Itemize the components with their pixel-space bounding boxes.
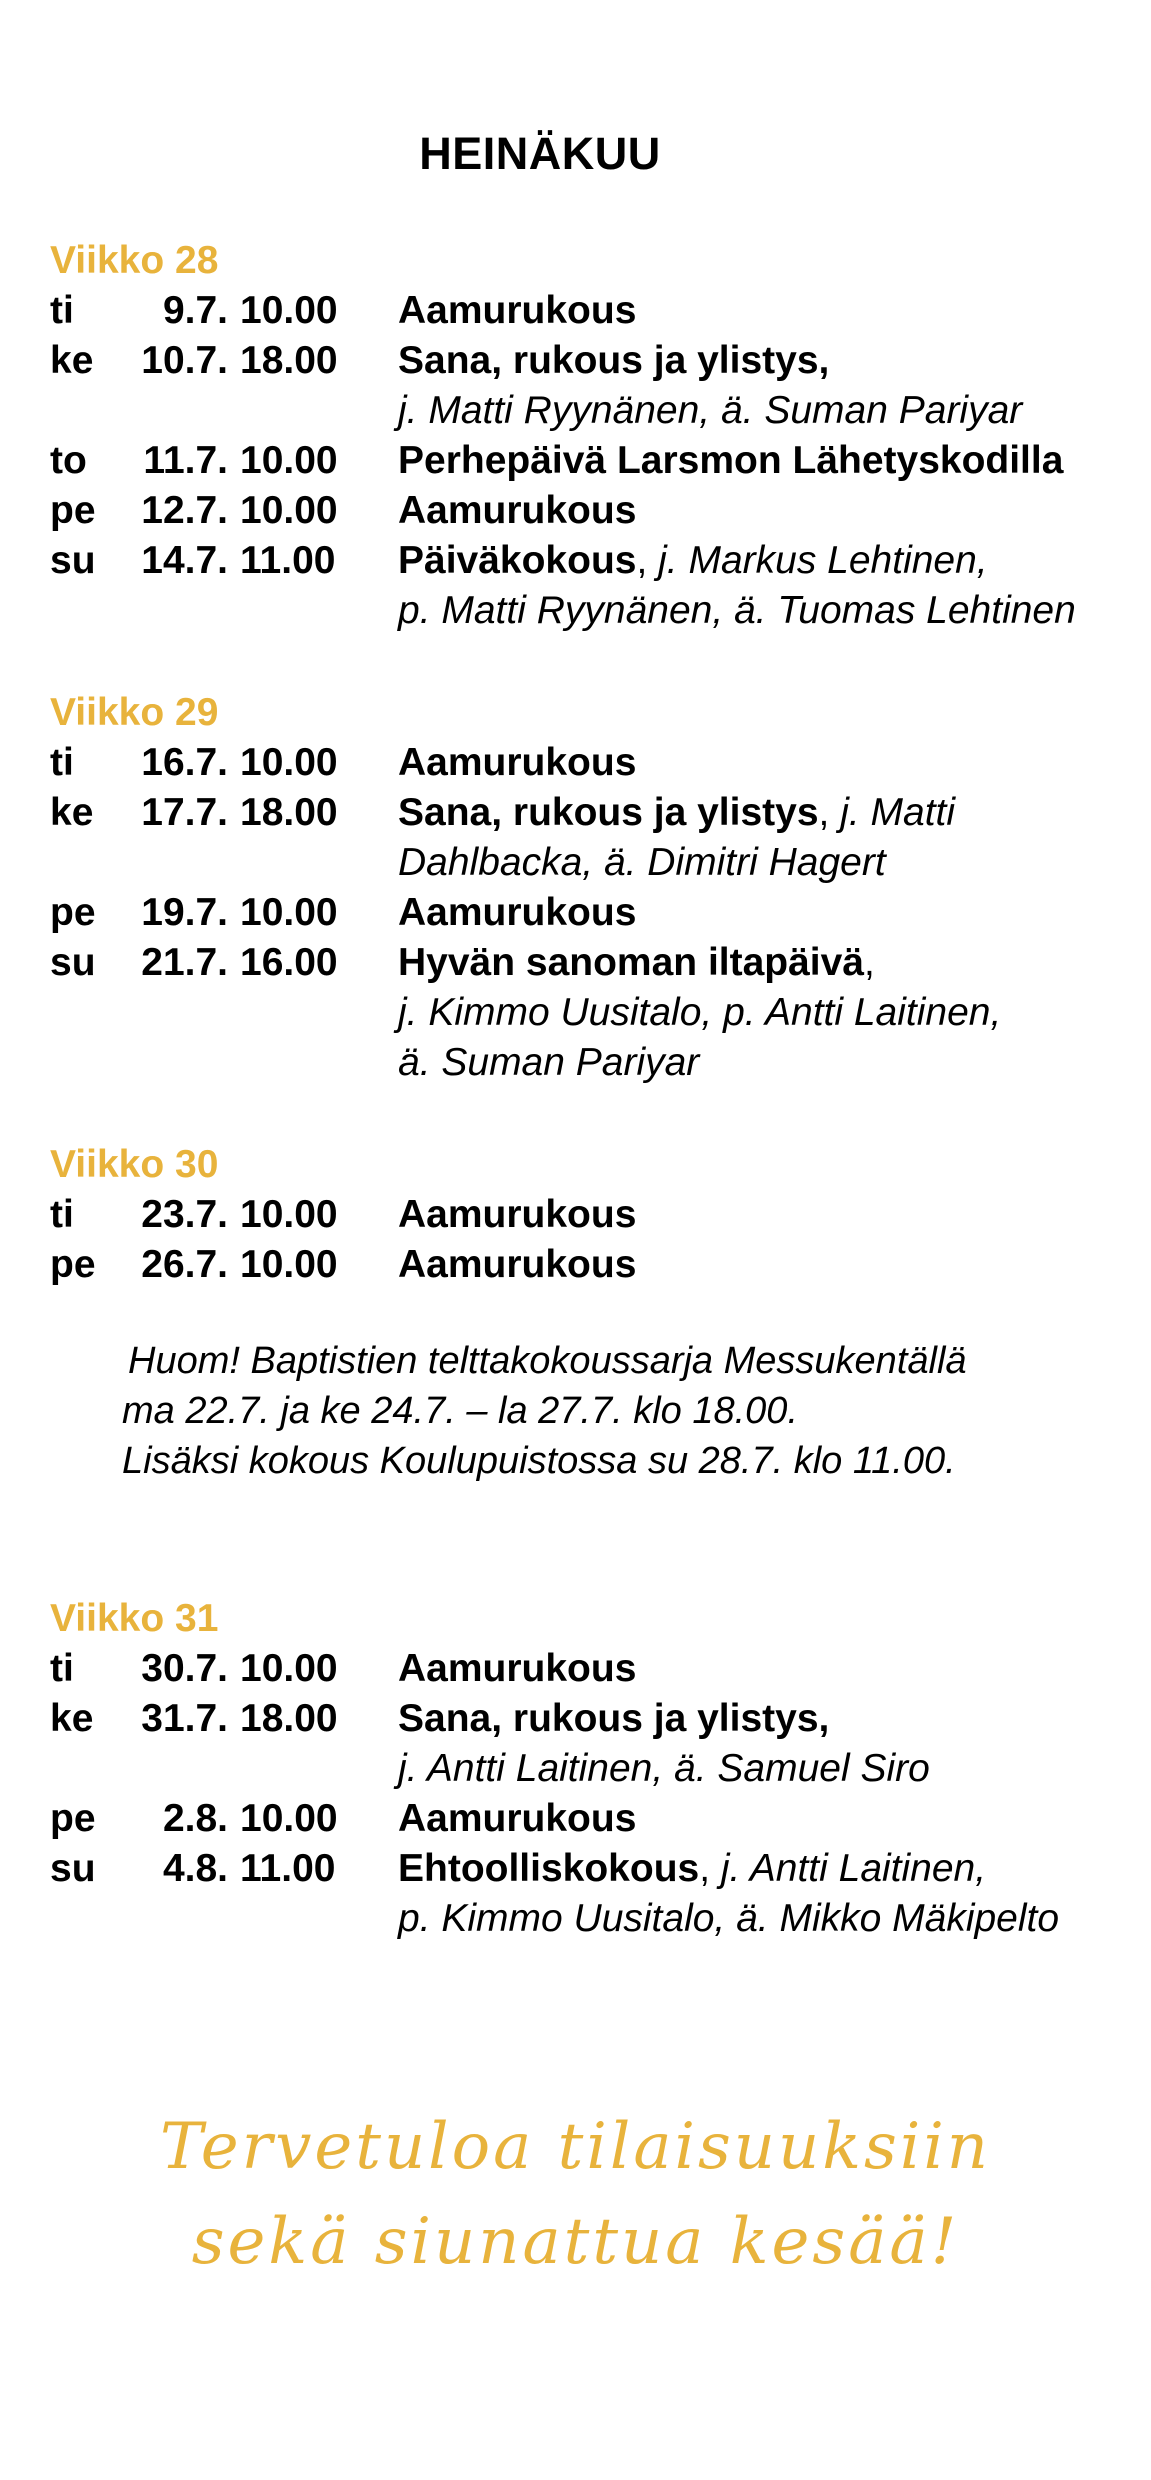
event-day: su [50,1847,96,1890]
closing-greeting [0,2100,1151,2290]
week-31-section [50,1594,1140,1944]
event-date: 2.8. [162,1797,228,1840]
event-description [370,788,1140,888]
event-description-line [398,1644,1140,1694]
event-description-line [398,838,1140,888]
event-name: Sana, rukous ja ylistys [398,791,819,834]
event-participants: ä. Suman Pariyar [398,1041,700,1084]
event-day: ti [50,1193,74,1236]
event-row [50,938,1140,1088]
event-day: to [50,439,87,482]
event-description-line [398,536,1140,586]
event-date: 31.7. [141,1697,228,1740]
event-name: Aamurukous [398,891,637,934]
event-name: Aamurukous [398,489,637,532]
event-date: 10.7. [141,339,228,382]
event-day: su [50,941,96,984]
event-day: pe [50,1797,96,1840]
event-name: Aamurukous [398,1797,637,1840]
notice-line: Huom! Baptistien telttakokoussarja Messukentällä [128,1340,967,1382]
event-description [370,888,1140,938]
event-date: 16.7. [141,741,228,784]
event-time: 10.00 [240,1193,338,1236]
notice-line: ma 22.7. ja ke 24.7. – la 27.7. klo 18.00. [122,1390,799,1432]
event-description-line [398,1794,1140,1844]
event-description-line [398,1240,1140,1290]
event-participants: j. Matti [840,791,956,834]
separator: , [699,1847,721,1890]
event-row [50,1794,1140,1844]
week-28-section [50,236,1140,636]
event-row [50,738,1140,788]
event-description [370,1190,1140,1240]
event-day: ti [50,1647,74,1690]
event-day: pe [50,1243,96,1286]
event-name: Aamurukous [398,1193,637,1236]
event-row [50,1694,1140,1794]
event-date: 23.7. [141,1193,228,1236]
event-day: ke [50,791,94,834]
event-date: 14.7. [141,539,228,582]
event-description-line [398,486,1140,536]
event-description-line [398,1038,1140,1088]
event-row [50,888,1140,938]
event-date: 19.7. [141,891,228,934]
separator: , [864,941,875,984]
event-day: ke [50,1697,94,1740]
event-date: 4.8. [162,1847,228,1890]
event-time: 10.00 [240,489,338,532]
closing-line: Tervetuloa tilaisuuksiin [160,2110,991,2184]
event-description-line [398,1744,1140,1794]
event-date: 9.7. [162,289,228,332]
event-row [50,286,1140,336]
event-description [370,436,1140,486]
event-description-line [398,788,1140,838]
event-time: 10.00 [240,741,338,784]
event-description [370,1694,1140,1794]
event-description-line [398,988,1140,1038]
week-30-section [50,1140,1140,1290]
event-description-line [398,586,1140,636]
event-time: 10.00 [240,891,338,934]
event-date: 21.7. [141,941,228,984]
event-row [50,1644,1140,1694]
event-time: 10.00 [240,1797,338,1840]
event-participants: j. Matti Ryynänen, ä. Suman Pariyar [398,389,1023,432]
event-description [370,286,1140,336]
separator: , [636,539,659,582]
event-day: su [50,539,96,582]
event-description-line [398,286,1140,336]
event-description-line [398,336,1140,386]
event-name: Aamurukous [398,289,637,332]
event-date: 30.7. [141,1647,228,1690]
event-row [50,788,1140,888]
event-date: 11.7. [143,439,228,482]
event-participants: j. Antti Laitinen, [720,1847,987,1890]
event-description [370,1794,1140,1844]
event-time: 10.00 [240,1647,338,1690]
event-description-line [398,1694,1140,1744]
event-row [50,336,1140,436]
event-description-line [398,1844,1140,1894]
event-participants: j. Kimmo Uusitalo, p. Antti Laitinen, [398,991,1002,1034]
notice-line: Lisäksi kokous Koulupuistossa su 28.7. klo 11.00. [122,1440,956,1482]
event-description [370,486,1140,536]
event-participants: Dahlbacka, ä. Dimitri Hagert [398,841,886,884]
event-name: Sana, rukous ja ylistys, [398,1697,830,1740]
week-title: Viikko 28 [50,239,219,282]
event-description [370,1240,1140,1290]
event-name: Aamurukous [398,1243,637,1286]
event-participants: p. Matti Ryynänen, ä. Tuomas Lehtinen [398,589,1076,632]
event-day: ti [50,741,74,784]
event-date: 12.7. [141,489,228,532]
event-row [50,436,1140,486]
page-title: HEINÄKUU [419,128,661,179]
event-time: 18.00 [240,1697,338,1740]
event-name: Ehtoolliskokous [398,1847,700,1890]
event-description-line [398,738,1140,788]
event-name: Päiväkokous [398,539,637,582]
event-description [370,536,1140,636]
week-title: Viikko 31 [50,1597,219,1640]
event-description-line [398,1190,1140,1240]
event-participants: j. Markus Lehtinen, [658,539,988,582]
event-time: 18.00 [240,339,338,382]
event-description-line [398,436,1140,486]
event-row [50,1240,1140,1290]
event-name: Aamurukous [398,1647,637,1690]
event-name: Hyvän sanoman iltapäivä [398,941,865,984]
event-date: 26.7. [141,1243,228,1286]
event-description [370,1644,1140,1694]
event-date: 17.7. [141,791,228,834]
week-29-section [50,688,1140,1088]
event-row [50,536,1140,636]
week-title: Viikko 30 [50,1143,219,1186]
event-description [370,1844,1140,1944]
event-description-line [398,386,1140,436]
event-time: 10.00 [240,289,338,332]
event-time: 16.00 [240,941,338,984]
event-day: pe [50,891,96,934]
event-description-line [398,1894,1140,1944]
event-time: 11.00 [240,1847,336,1890]
event-name: Aamurukous [398,741,637,784]
event-name: Perhepäivä Larsmon Lähetyskodilla [398,439,1064,482]
event-day: pe [50,489,96,532]
event-day: ke [50,339,94,382]
event-time: 18.00 [240,791,338,834]
event-time: 10.00 [240,1243,338,1286]
event-description-line [398,888,1140,938]
event-row [50,486,1140,536]
closing-line: sekä siunattua kesää! [191,2205,960,2279]
event-day: ti [50,289,74,332]
event-description [370,938,1140,1088]
event-participants: j. Antti Laitinen, ä. Samuel Siro [398,1747,930,1790]
notice [122,1336,1122,1486]
separator: , [818,791,841,834]
event-description [370,336,1140,436]
event-time: 11.00 [240,539,336,582]
event-row [50,1190,1140,1240]
event-description-line [398,938,1140,988]
event-participants: p. Kimmo Uusitalo, ä. Mikko Mäkipelto [398,1897,1060,1940]
event-description [370,738,1140,788]
event-row [50,1844,1140,1944]
event-time: 10.00 [240,439,338,482]
event-name: Sana, rukous ja ylistys, [398,339,830,382]
week-title: Viikko 29 [50,691,219,734]
